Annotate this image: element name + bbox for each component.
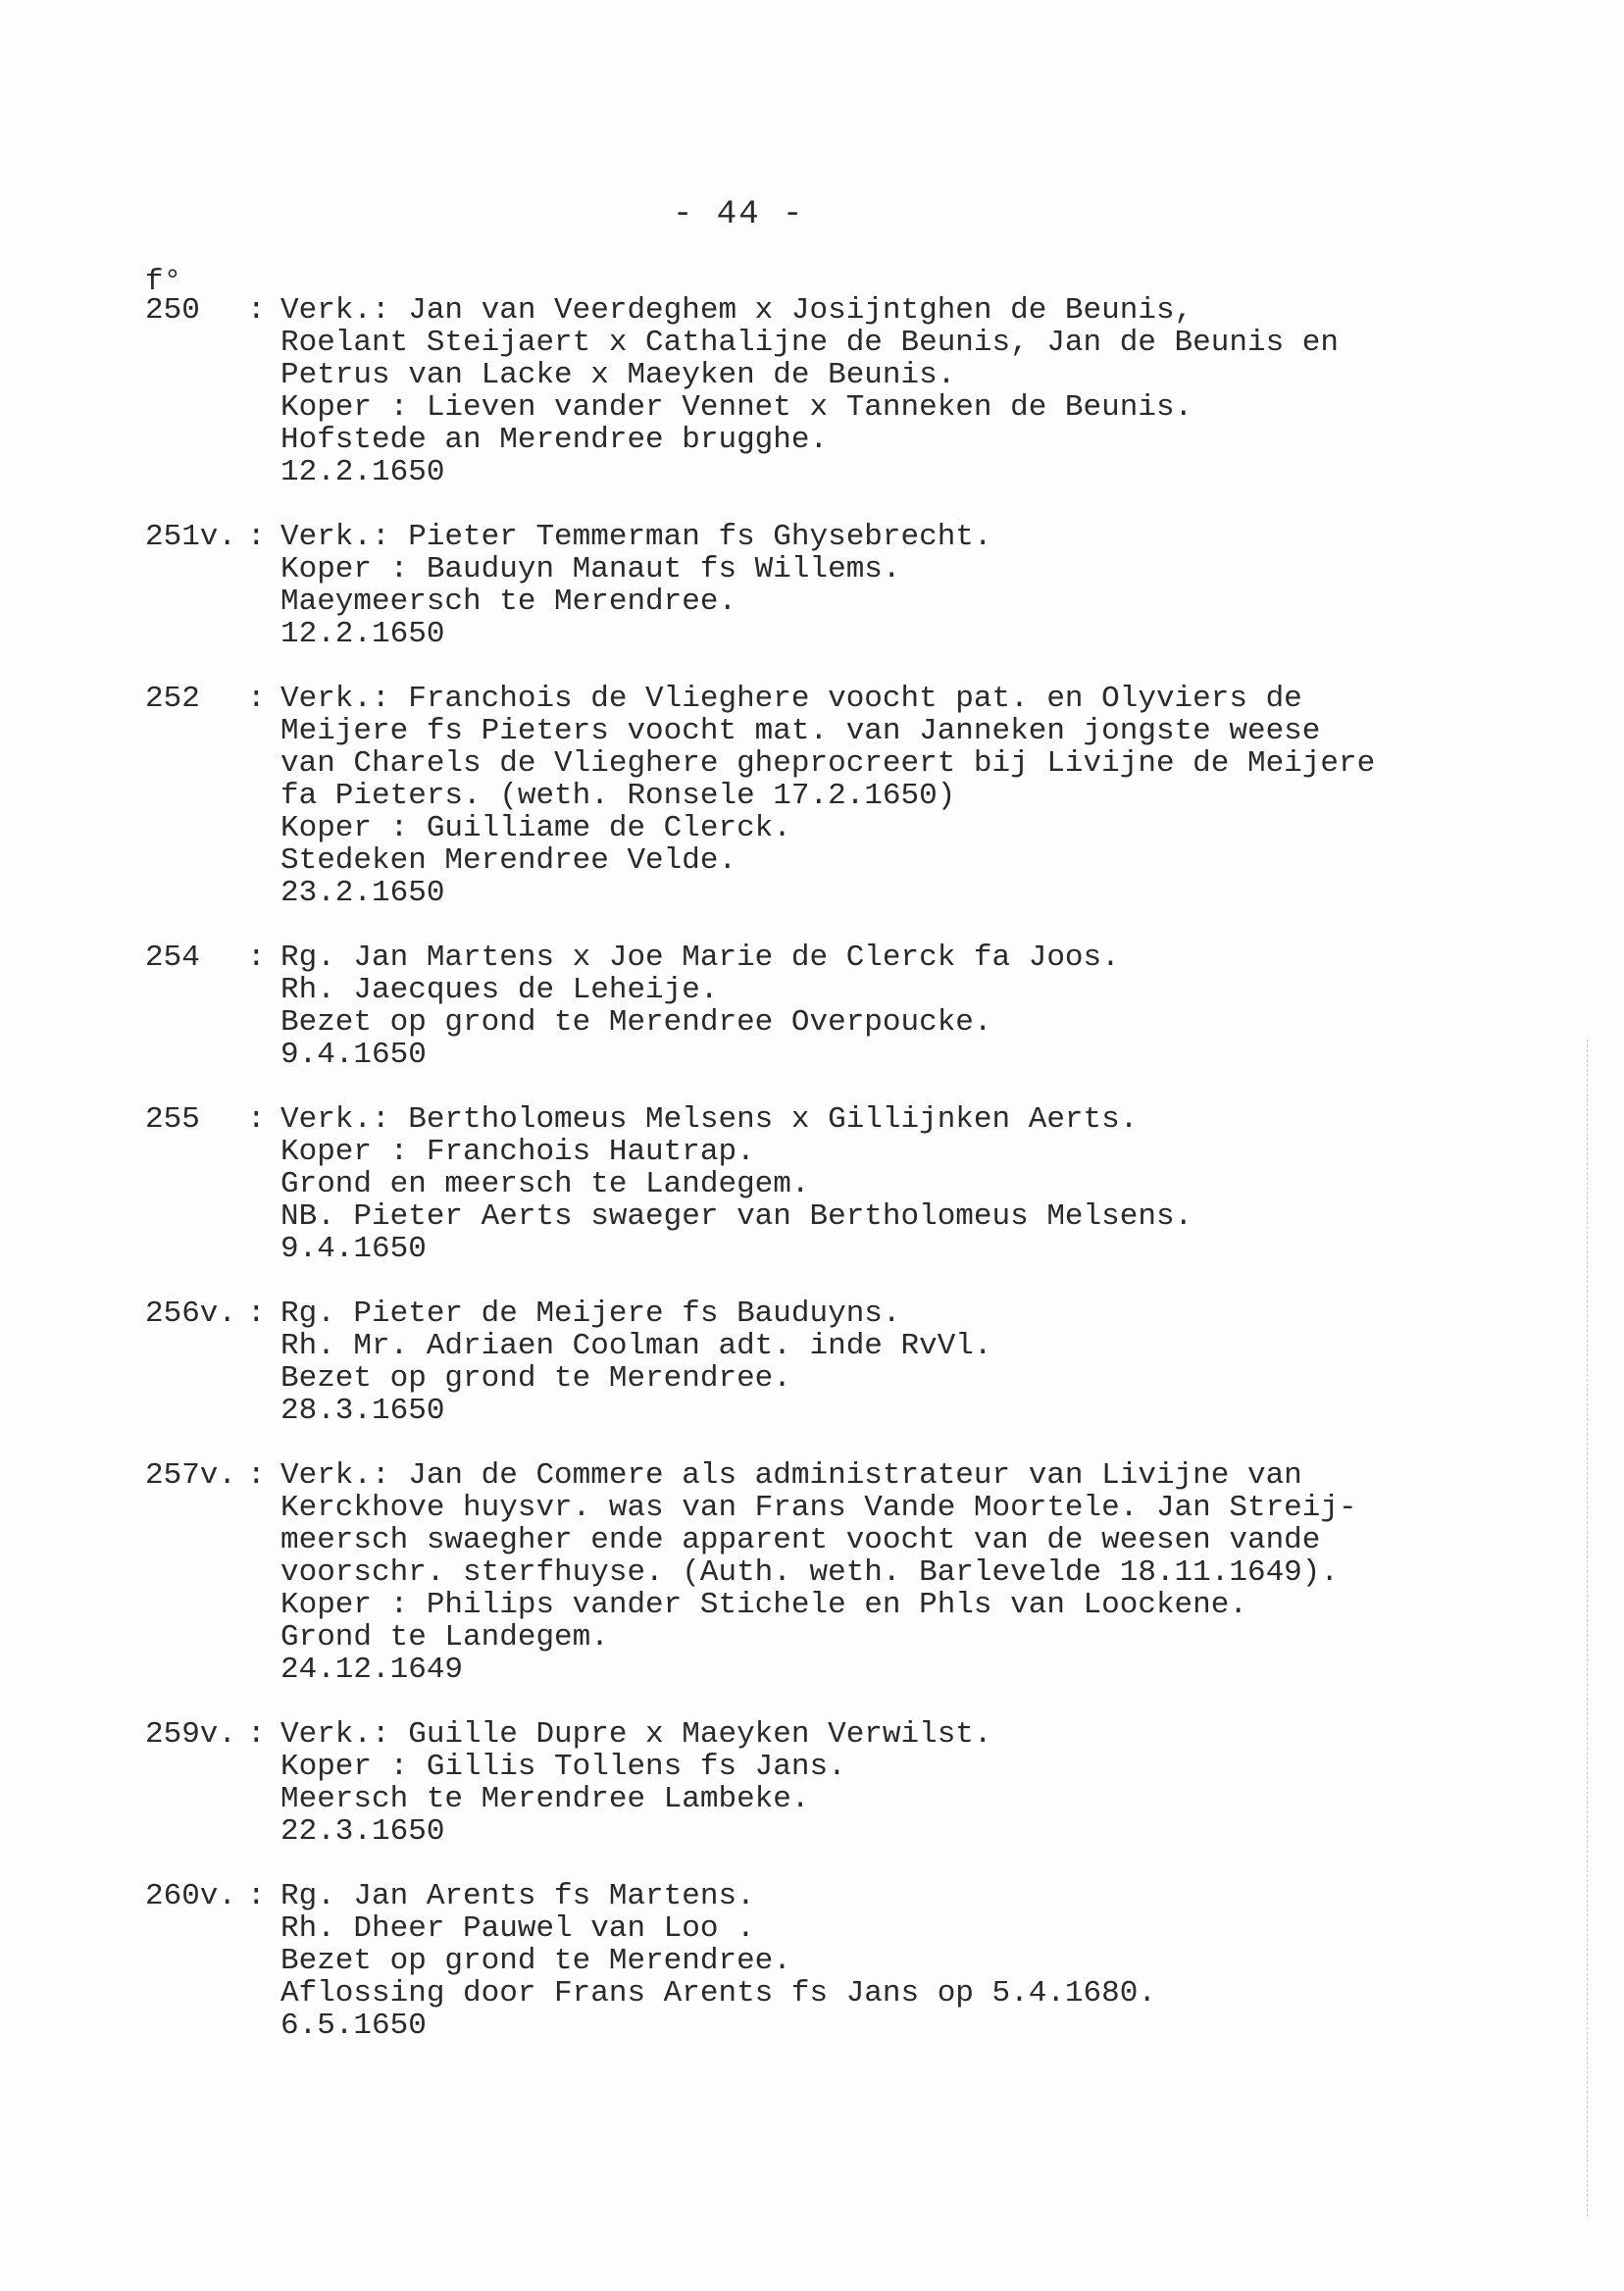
entry-line: Verk.: Bertholomeus Melsens x Gillijnken Aerts. — [280, 1102, 1139, 1137]
entry — [145, 1459, 1518, 1686]
entry-line: Rg. Jan Martens x Joe Marie de Clerck fa Joos. — [280, 941, 1120, 975]
entry-line: Koper : Guilliame de Clerck. — [280, 811, 791, 845]
entry-separator: : — [247, 293, 266, 328]
entry — [145, 521, 1518, 650]
entry-separator: : — [247, 1458, 266, 1493]
entry-body — [280, 1298, 1518, 1427]
entry-line: 12.2.1650 — [280, 617, 445, 651]
entry-separator: : — [247, 1102, 266, 1137]
entry-body — [280, 942, 1518, 1071]
entry-line: Verk.: Guille Dupre x Maeyken Verwilst. — [280, 1717, 992, 1752]
entry-line: meersch swaegher ende apparent voocht van de weesen vande — [280, 1523, 1321, 1557]
entry-number: 260v. — [145, 1879, 237, 1913]
entry-separator: : — [247, 941, 266, 975]
entry-line: Verk.: Pieter Temmerman fs Ghysebrecht. — [280, 520, 992, 554]
entry-line: NB. Pieter Aerts swaeger van Bertholomeus Melsens. — [280, 1199, 1193, 1234]
entry-line: Aflossing door Frans Arents fs Jans op 5.4.1680. — [280, 1976, 1156, 2011]
entry-body — [280, 1880, 1518, 2042]
entry — [145, 1103, 1518, 1265]
entry-line: Koper : Philips vander Stichele en Phls van Loockene. — [280, 1588, 1247, 1622]
page-number: - 44 - — [673, 196, 805, 233]
entry-line: 9.4.1650 — [280, 1038, 427, 1072]
entry-line: Maeymeersch te Merendree. — [280, 585, 737, 619]
entry-number: 254 — [145, 941, 200, 975]
entry-line: Koper : Franchois Hautrap. — [280, 1135, 755, 1169]
entry-line: Bezet op grond te Merendree. — [280, 1361, 791, 1396]
entry-separator: : — [247, 1717, 266, 1752]
entry-line: van Charels de Vlieghere gheprocreert bij Livijne de Meijere — [280, 746, 1376, 781]
entry-line: Grond te Landegem. — [280, 1620, 609, 1655]
entry-body — [280, 683, 1518, 909]
entry-line: Verk.: Jan van Veerdeghem x Josijntghen de Beunis, — [280, 293, 1193, 328]
entry-line: Koper : Lieven vander Vennet x Tanneken de Beunis. — [280, 390, 1193, 425]
entry-line: Petrus van Lacke x Maeyken de Beunis. — [280, 358, 956, 392]
entry-line: Rh. Mr. Adriaen Coolman adt. inde RvVl. — [280, 1329, 992, 1363]
entry-line: Bezet op grond te Merendree Overpoucke. — [280, 1005, 992, 1040]
entry — [145, 1880, 1518, 2042]
entry-line: Koper : Bauduyn Manaut fs Willems. — [280, 552, 901, 586]
entry-line: Grond en meersch te Landegem. — [280, 1167, 810, 1201]
entry-body — [280, 294, 1518, 488]
margin-rule — [1587, 1040, 1588, 2216]
entry — [145, 1718, 1518, 1848]
entry-line: 24.12.1649 — [280, 1653, 464, 1687]
entry-separator: : — [247, 682, 266, 716]
entry-number: 257v. — [145, 1458, 237, 1493]
entry-list — [145, 294, 1518, 2074]
entry-number: 256v. — [145, 1297, 237, 1331]
entry-line: Meersch te Merendree Lambeke. — [280, 1782, 810, 1816]
entry-number: 251v. — [145, 520, 237, 554]
entry-line: Rh. Jaecques de Leheije. — [280, 973, 719, 1007]
folio-label: f° — [145, 265, 182, 299]
entry-line: Rg. Pieter de Meijere fs Bauduyns. — [280, 1297, 901, 1331]
entry-line: Roelant Steijaert x Cathalijne de Beunis, Jan de Beunis en — [280, 326, 1339, 360]
entry-line: Stedeken Merendree Velde. — [280, 843, 737, 878]
entry-number: 255 — [145, 1102, 200, 1137]
entry-body — [280, 1459, 1518, 1686]
entry-line: Verk.: Jan de Commere als administrateur van Livijne van — [280, 1458, 1302, 1493]
entry-line: Kerckhove huysvr. was van Frans Vande Moortele. Jan Streij- — [280, 1491, 1357, 1525]
entry-line: voorschr. sterfhuyse. (Auth. weth. Barlevelde 18.11.1649). — [280, 1555, 1339, 1590]
entry — [145, 942, 1518, 1071]
entry-line: Koper : Gillis Tollens fs Jans. — [280, 1750, 846, 1784]
entry-number: 259v. — [145, 1717, 237, 1752]
entry-line: Bezet op grond te Merendree. — [280, 1944, 791, 1978]
entry-line: Meijere fs Pieters voocht mat. van Janneken jongste weese — [280, 714, 1321, 748]
entry-line: 12.2.1650 — [280, 455, 445, 489]
entry-separator: : — [247, 1879, 266, 1913]
entry-line: 6.5.1650 — [280, 2009, 427, 2043]
entry — [145, 294, 1518, 488]
entry-line: 9.4.1650 — [280, 1232, 427, 1266]
entry-line: Verk.: Franchois de Vlieghere voocht pat. en Olyviers de — [280, 682, 1302, 716]
entry-separator: : — [247, 520, 266, 554]
entry-line: 28.3.1650 — [280, 1394, 445, 1428]
entry-line: Hofstede an Merendree brugghe. — [280, 423, 829, 457]
entry-body — [280, 521, 1518, 650]
entry-number: 252 — [145, 682, 200, 716]
entry-line: Rh. Dheer Pauwel van Loo . — [280, 1911, 755, 1946]
entry-separator: : — [247, 1297, 266, 1331]
entry-line: Rg. Jan Arents fs Martens. — [280, 1879, 755, 1913]
entry — [145, 683, 1518, 909]
entry-line: 23.2.1650 — [280, 876, 445, 910]
entry-number: 250 — [145, 293, 200, 328]
entry — [145, 1298, 1518, 1427]
entry-line: fa Pieters. (weth. Ronsele 17.2.1650) — [280, 779, 956, 813]
entry-line: 22.3.1650 — [280, 1814, 445, 1849]
entry-body — [280, 1103, 1518, 1265]
entry-body — [280, 1718, 1518, 1848]
